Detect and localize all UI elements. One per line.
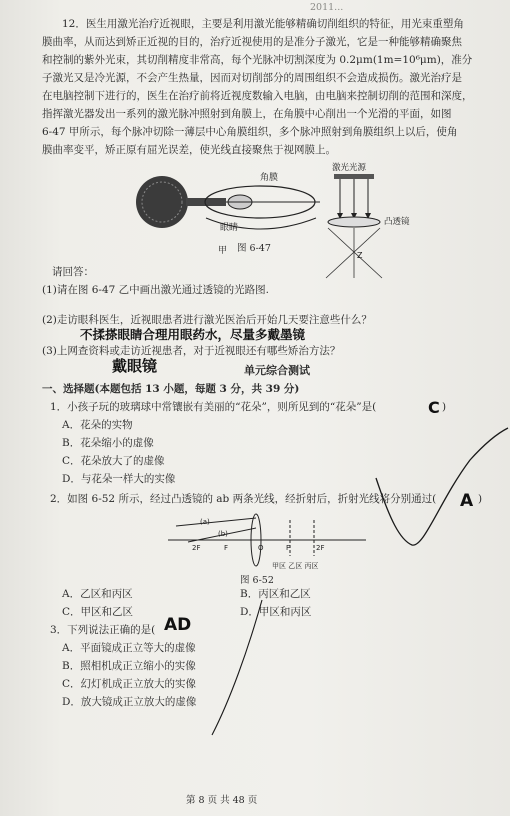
header-text: 2011... [310, 2, 344, 13]
q1-option: A．花朵的实物 [62, 419, 133, 431]
q12-line: 子激光又是冷光源，不会产生热量，因而对切削部分的周围组织不会造成损伤。激光治疗是 [42, 72, 462, 84]
ask-prompt: 请回答： [52, 266, 94, 278]
unit-title: 单元综合测试 [244, 364, 310, 377]
page-footer: 第 8 页 共 48 页 [186, 795, 258, 806]
q12-line: 指挥激光器发出一系列的激光脉冲照射到角膜上，在角膜中心削出一个光滑的平面，如图 [42, 108, 452, 120]
q2-option: A．乙区和丙区 [62, 588, 133, 600]
laser-label: 激光光源 [332, 163, 367, 173]
lens-label: 凸透镜 [384, 217, 410, 227]
q2-stem: 2．如图 6-52 所示，经过凸透镜的 ab 两条光线，经折射后，折射光线将分别通过( [50, 493, 437, 505]
handwritten-answer-sub2: 不揉搽眼睛合理用眼药水，尽量多戴墨镜 [80, 327, 306, 342]
jia-label: 甲 [218, 246, 228, 256]
z-label: Z [357, 251, 363, 260]
q3-option: D．放大镜成正立放大的虚像 [62, 696, 197, 708]
q12-sub2: (2)走访眼科医生，近视眼患者进行激光医治后开始几天要注意些什么？ [42, 314, 372, 326]
q12-line: 12．医生用激光治疗近视眼，主要是利用激光能够精确切削组织的特征，用光束重塑角 [62, 18, 464, 30]
q12-line: 膜曲率变平，矫正原有屈光误差，使光线直接聚焦于视网膜上。 [42, 144, 336, 156]
q3-option: B．照相机成正立缩小的实像 [62, 660, 196, 672]
cornea-label: 角膜 [260, 173, 279, 183]
zone-labels: 甲区 乙区 丙区 [272, 562, 319, 570]
q2-handwritten-answer: A [460, 491, 474, 511]
q12-line: 在电脑控制下进行的，医生在治疗前将近视度数输入电脑，由电脑来控制切削的范围和深度， [42, 90, 473, 102]
eye-label: 眼睛 [220, 223, 239, 233]
label-F-right: F [286, 544, 291, 552]
q1-option: B．花朵缩小的虚像 [62, 437, 154, 449]
figure-6-52-caption: 图 6-52 [240, 575, 274, 586]
q12-sub1: (1)请在图 6-47 乙中画出激光通过透镜的光路图. [42, 284, 269, 296]
label-2F-right: 2F [316, 544, 325, 552]
section-heading: 一、选择题(本题包括 13 小题，每题 3 分，共 39 分) [42, 383, 300, 395]
q3-option: C．幻灯机成正立放大的实像 [62, 678, 197, 690]
ray-a-label: (a) [200, 518, 210, 526]
q3-stem: 3．下列说法正确的是( [50, 624, 156, 636]
q2-option: D．甲区和丙区 [240, 606, 312, 618]
q12-line: 和控制的紫外光束，其切削精度非常高，每个光脉冲切割深度为 0.2μm(1m=10⁶μm)，准分 [42, 54, 473, 66]
q12-line: 膜曲率，从而达到矫正近视的目的，治疗近视使用的是准分子激光，它是一种能够精确聚焦 [42, 36, 462, 48]
q1-option: D．与花朵一样大的实像 [62, 473, 176, 485]
label-O: O [258, 544, 264, 552]
handwritten-answer-sub3: 戴眼镜 [112, 357, 158, 375]
figure-6-47-caption: 图 6-47 [237, 243, 271, 254]
q3-option: A．平面镜成正立等大的虚像 [62, 642, 196, 654]
q1-option: C．花朵放大了的虚像 [62, 455, 165, 467]
q2-close-paren: ) [478, 493, 483, 505]
q1-stem: 1．小孩子玩的玻璃球中常镶嵌有美丽的“花朵”，则所见到的“花朵”是( [50, 401, 377, 413]
label-2F-left: 2F [192, 544, 201, 552]
q12-line: 6-47 甲所示，每个脉冲切除一薄层中心角膜组织，多个脉冲照射到角膜组织上以后，使角 [42, 126, 458, 138]
q12-sub3: (3)上网查资料或走访近视患者，对于近视眼还有哪些矫治方法？ [42, 345, 341, 357]
ray-b-label: (b) [218, 530, 228, 538]
q3-handwritten-answer: AD [164, 615, 192, 635]
label-F-left: F [224, 544, 229, 552]
q2-option: C．甲区和乙区 [62, 606, 134, 618]
q1-close-paren: ) [442, 401, 447, 413]
q2-option: B．丙区和乙区 [240, 588, 311, 600]
q1-handwritten-answer: C [428, 398, 440, 417]
